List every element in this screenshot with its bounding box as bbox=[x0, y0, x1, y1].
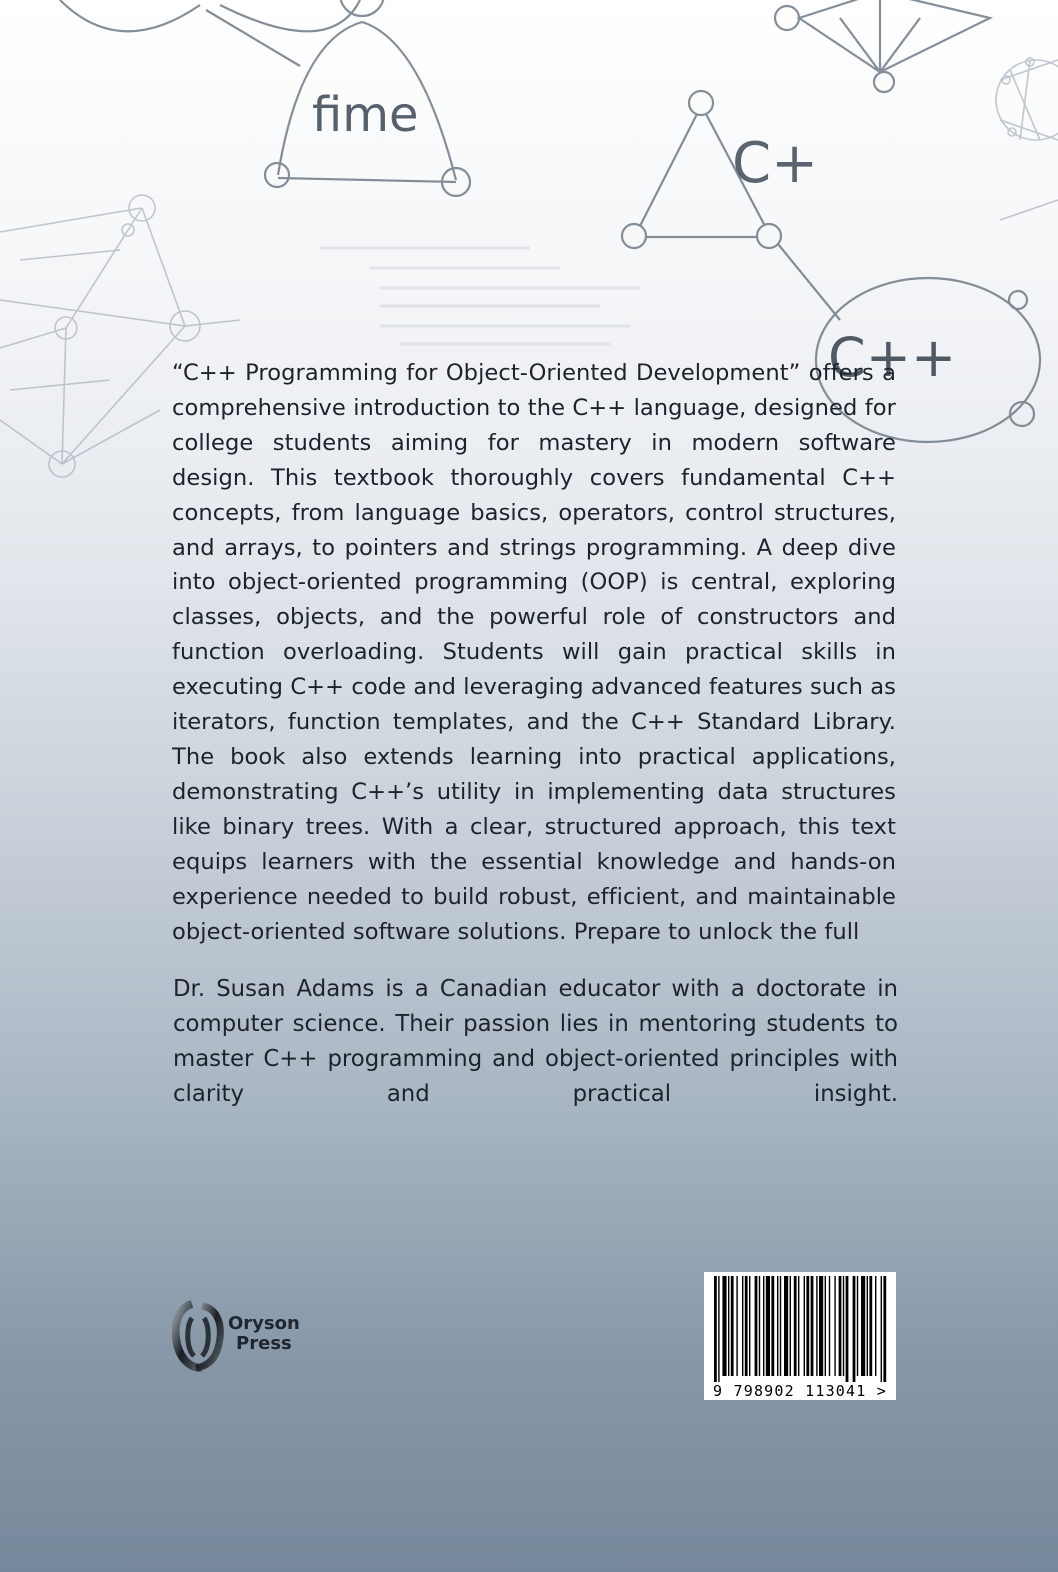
decor-label-c-plus: C+ bbox=[732, 131, 819, 196]
publisher-logo bbox=[172, 1298, 312, 1374]
barcode-bar bbox=[804, 1276, 805, 1376]
barcode-bar bbox=[806, 1276, 809, 1376]
barcode-bar bbox=[798, 1276, 799, 1376]
barcode-bar bbox=[816, 1276, 817, 1376]
barcode-bar bbox=[846, 1276, 849, 1382]
barcode-bar bbox=[790, 1276, 791, 1376]
barcode-bar bbox=[811, 1276, 814, 1376]
barcode-bar bbox=[843, 1276, 844, 1376]
barcode-bar bbox=[780, 1276, 781, 1376]
barcode-bar bbox=[867, 1276, 868, 1376]
barcode-bar bbox=[869, 1276, 872, 1376]
publisher-name-line1: Oryson bbox=[228, 1313, 300, 1334]
barcode-bar bbox=[777, 1276, 778, 1376]
oryson-press-logo-icon bbox=[172, 1300, 224, 1372]
barcode-bars bbox=[704, 1272, 896, 1384]
isbn-barcode bbox=[704, 1272, 896, 1400]
barcode-bar bbox=[763, 1276, 764, 1376]
barcode-bar bbox=[819, 1276, 823, 1376]
barcode-bar bbox=[857, 1276, 858, 1376]
book-description: “C++ Programming for Object-Oriented Development” offers a comprehensive introduction to the C++ language, designed for college students aiming for mastery in modern software design. This textbook thoroughly covers fundamental C++ concepts, from language basics, operators, control structures, and arrays, to pointers and strings programming. A deep dive into object-oriented programming (OOP) is central, exploring classes, objects, and the powerful role of constructors and function overloading. Students will gain practical skills in executing C++ code and leveraging advanced features such as iterators, function templates, and the C++ Standard Library. The book also extends learning into practical applications, demonstrating C++’s utility in implementing data structures like binary trees. With a clear, structured approach, this text equips learners with the essential knowledge and hands-on experience needed to build robust, efficient, and maintainable object-oriented software solutions. Prepare to unlock the full bbox=[172, 360, 896, 945]
barcode-bar bbox=[875, 1276, 876, 1376]
barcode-bar bbox=[714, 1276, 717, 1382]
barcode-bar bbox=[742, 1276, 743, 1376]
decor-label-fime: fime bbox=[312, 87, 419, 143]
barcode-bar bbox=[784, 1276, 788, 1376]
publisher-name bbox=[228, 1314, 300, 1354]
barcode-bar bbox=[745, 1276, 748, 1376]
barcode-bar bbox=[771, 1276, 774, 1376]
author-bio: Dr. Susan Adams is a Canadian educator with a doctorate in computer science. Their passion lies in mentoring students to master C++ programming and object-oriented principles with clarity and practical insight. bbox=[173, 976, 898, 1107]
barcode-bar bbox=[829, 1276, 830, 1376]
barcode-bar bbox=[722, 1276, 726, 1376]
barcode-bar bbox=[794, 1276, 797, 1376]
barcode-bar bbox=[834, 1276, 835, 1376]
barcode-bar bbox=[759, 1276, 760, 1376]
barcode-bar bbox=[736, 1276, 737, 1376]
isbn-digits: 9 798902 113041 > bbox=[713, 1382, 887, 1400]
barcode-bar bbox=[755, 1276, 758, 1376]
barcode-bar bbox=[728, 1276, 729, 1376]
barcode-bar bbox=[883, 1276, 886, 1382]
barcode-bar bbox=[853, 1276, 856, 1382]
barcode-bar bbox=[839, 1276, 842, 1376]
barcode-bar bbox=[881, 1276, 882, 1382]
barcode-bar bbox=[825, 1276, 826, 1376]
decor-label-c-plus-plus: C++ bbox=[828, 326, 957, 389]
publisher-name-line2: Press bbox=[236, 1333, 292, 1354]
barcode-bar bbox=[766, 1276, 770, 1376]
barcode-bar bbox=[731, 1276, 734, 1376]
barcode-bar bbox=[718, 1276, 719, 1382]
barcode-bar bbox=[861, 1276, 865, 1376]
barcode-bar bbox=[749, 1276, 750, 1376]
